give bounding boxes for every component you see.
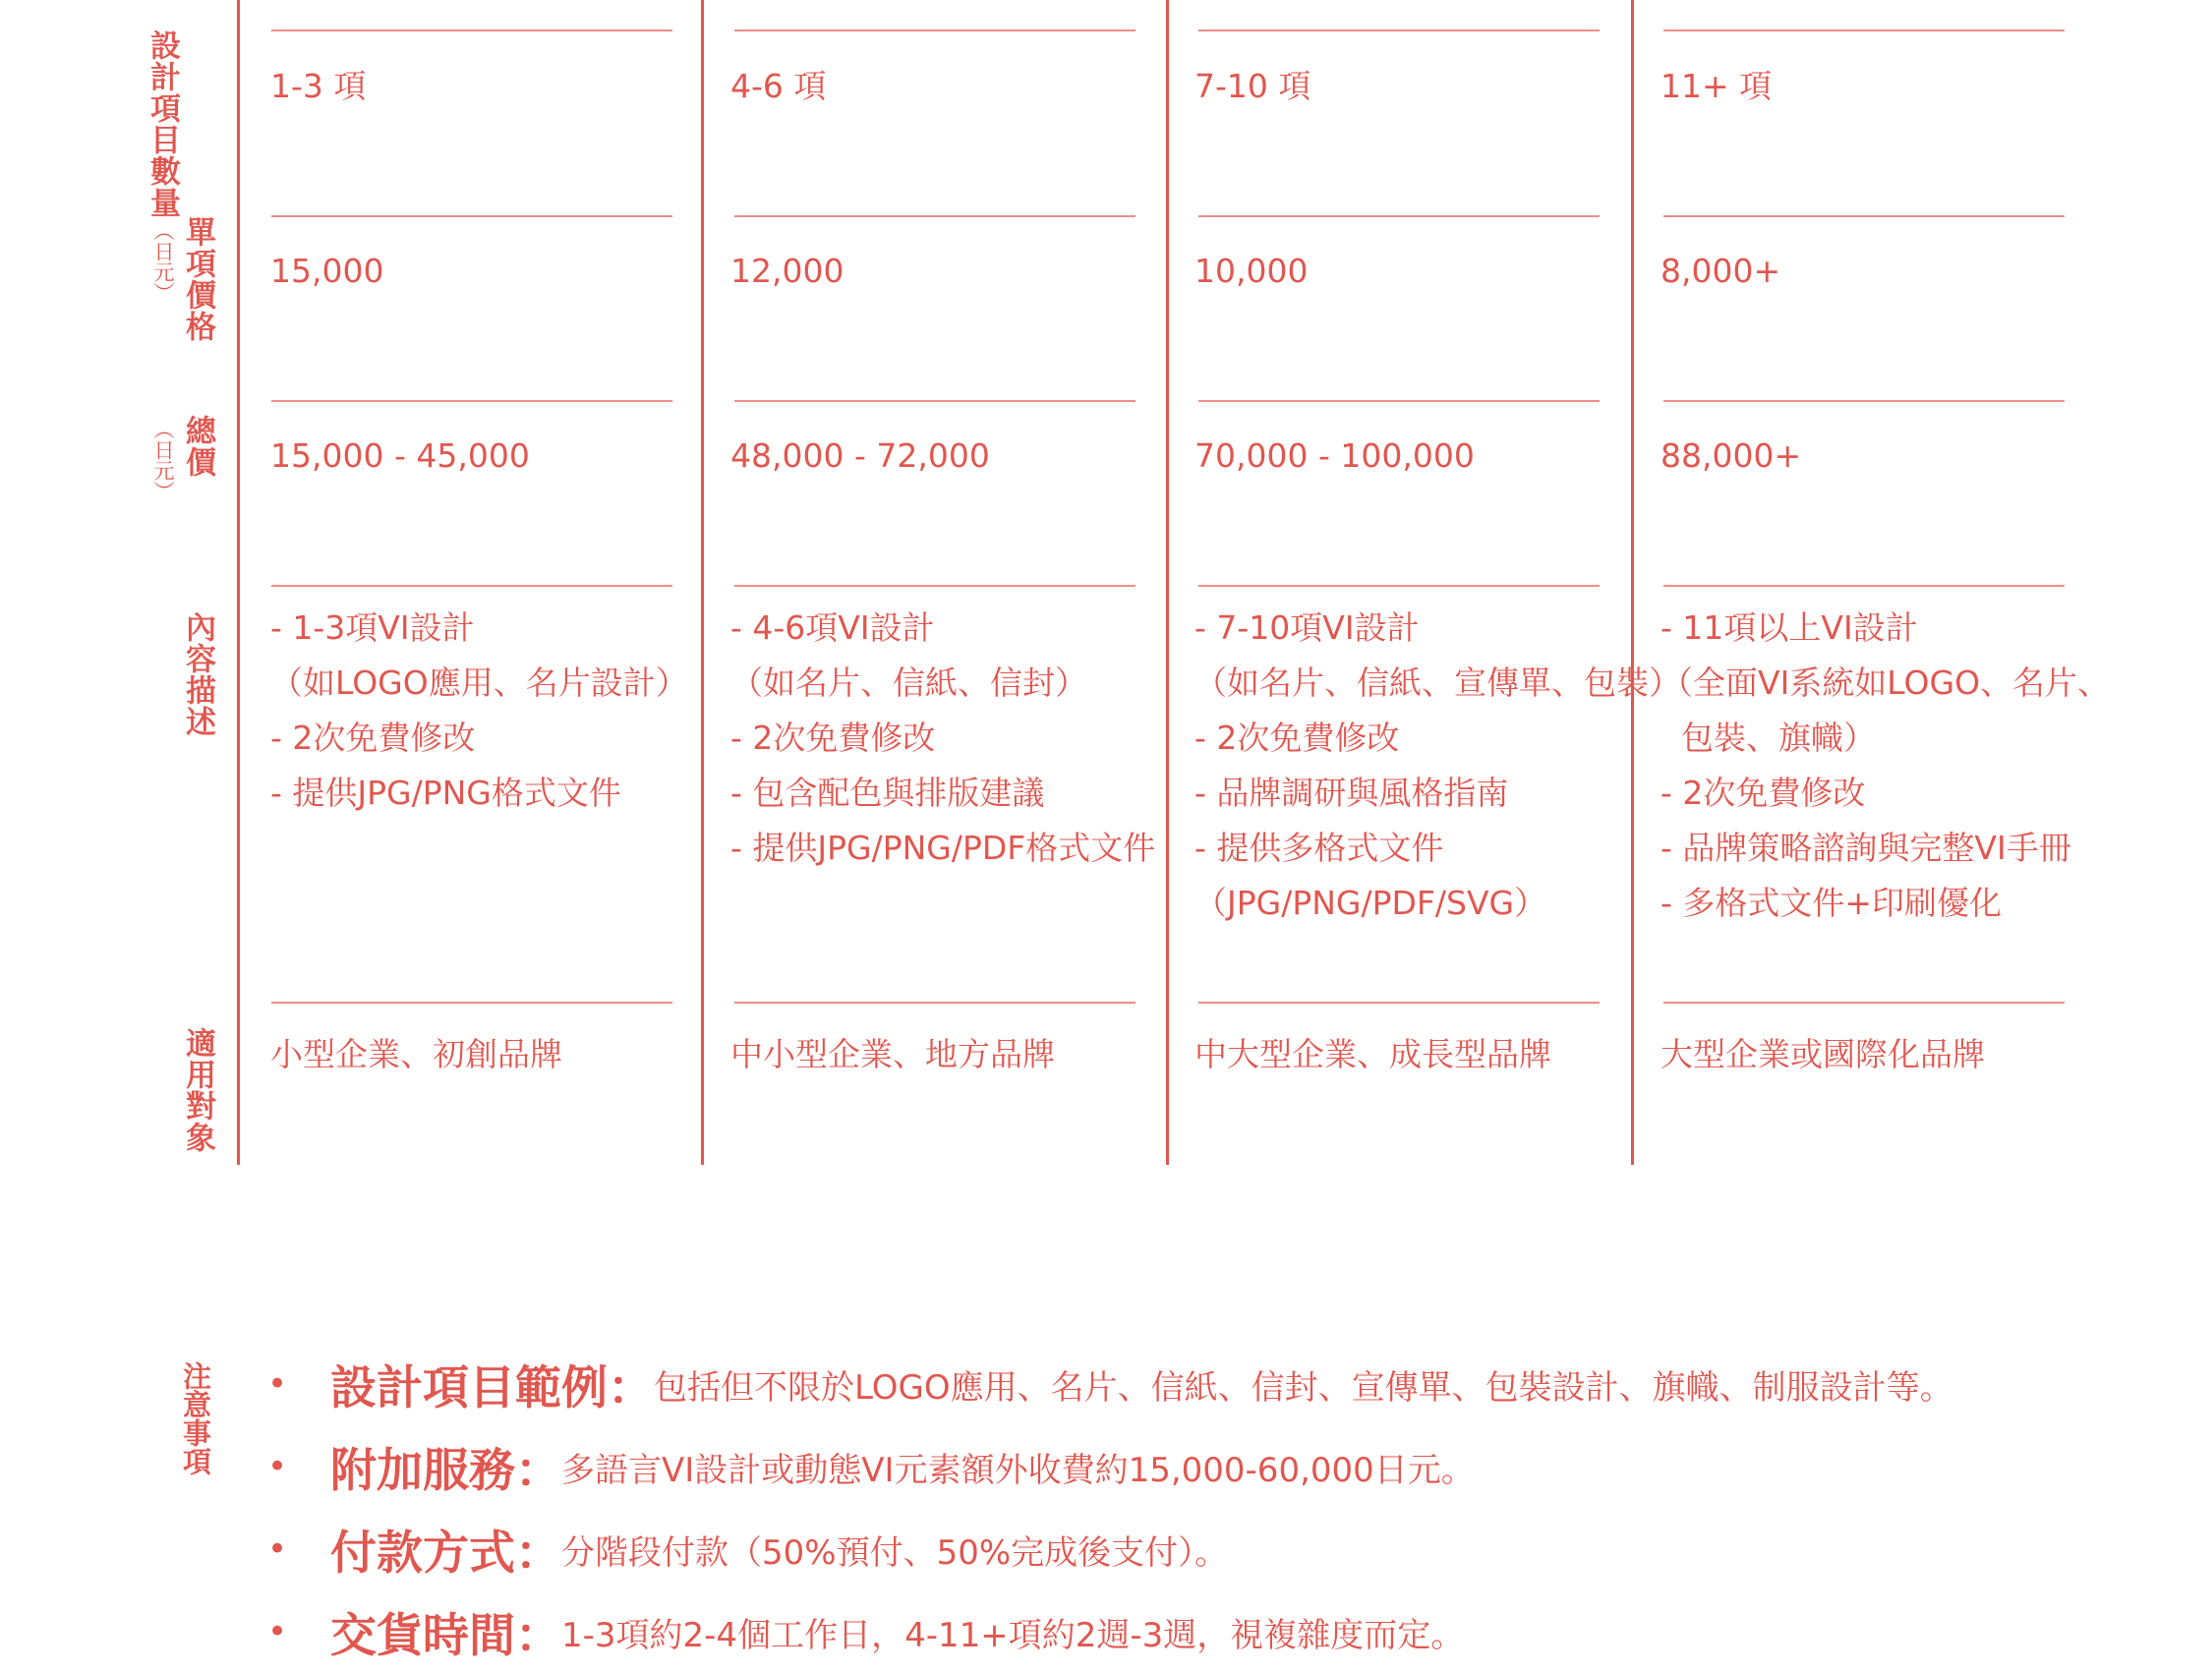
row-divider	[1198, 400, 1600, 402]
note-title: 交貨時間：	[330, 1608, 561, 1663]
plan-1-content	[270, 601, 688, 821]
note-title: 設計項目範例：	[330, 1360, 654, 1415]
plan-2-unit-price: 12,000	[730, 252, 844, 290]
plan-3-audience: 中大型企業、成長型品牌	[1194, 1035, 1551, 1073]
content-line: 包裝、旗幟）	[1681, 719, 1876, 757]
content-line: - 2次免費修改	[730, 719, 936, 757]
row-divider	[271, 1002, 672, 1004]
row-label-total-text: 總價	[180, 415, 215, 478]
plan-3-total: 70,000 - 100,000	[1194, 436, 1475, 475]
content-line: （如名片、信紙、信封）	[730, 663, 1087, 702]
column-divider-3	[1166, 0, 1169, 1165]
content-line: - 提供多格式文件	[1194, 829, 1444, 867]
row-divider	[1198, 29, 1600, 31]
content-line: - 提供JPG/PNG/PDF格式文件	[730, 829, 1156, 867]
row-divider	[734, 29, 1135, 31]
row-divider	[1663, 215, 2065, 217]
plan-1-audience: 小型企業、初創品牌	[270, 1035, 562, 1073]
plan-4-content	[1660, 601, 2110, 931]
content-line: （如名片、信紙、宣傳單、包裝）	[1194, 663, 1681, 702]
content-line: - 11項以上VI設計	[1660, 608, 1918, 647]
row-divider	[271, 215, 672, 217]
row-divider	[734, 585, 1135, 587]
note-title: 付款方式：	[330, 1526, 561, 1581]
plan-2-total: 48,000 - 72,000	[730, 436, 990, 475]
column-divider-2	[701, 0, 704, 1165]
note-bullet: •	[267, 1612, 288, 1651]
content-line: - 多格式文件+印刷優化	[1660, 884, 2003, 922]
row-divider	[271, 585, 672, 587]
row-divider	[734, 215, 1135, 217]
content-line: - 2次免費修改	[270, 719, 476, 757]
row-divider	[1663, 585, 2065, 587]
note-item	[267, 1590, 1464, 1673]
row-divider	[1663, 1002, 2065, 1004]
note-body: 多語言VI設計或動態VI元素額外收費約15,000-60,000日元。	[561, 1450, 1475, 1490]
column-divider-4	[1631, 0, 1634, 1165]
note-body: 1-3項約2-4個工作日，4-11+項約2週-3週，視複雜度而定。	[561, 1615, 1465, 1655]
row-label-quantity-text: 設計項目數量	[145, 29, 180, 218]
content-line: （JPG/PNG/PDF/SVG）	[1194, 884, 1547, 922]
content-line: （全面VI系統如LOGO、名片、	[1660, 663, 2111, 702]
note-bullet: •	[267, 1529, 288, 1569]
row-label-total	[150, 415, 215, 501]
row-divider	[1198, 215, 1600, 217]
row-label-audience	[180, 1027, 215, 1153]
content-line: - 4-6項VI設計	[730, 608, 935, 647]
note-bullet: •	[267, 1364, 288, 1404]
plan-1-quantity: 1-3 項	[270, 67, 367, 105]
row-label-content	[180, 611, 215, 737]
plan-4-quantity: 11+ 項	[1660, 67, 1773, 105]
content-line: - 1-3項VI設計	[270, 608, 475, 647]
plan-3-quantity: 7-10 項	[1194, 67, 1311, 105]
content-line: （如LOGO應用、名片設計）	[270, 663, 688, 702]
note-item	[267, 1508, 1228, 1590]
row-divider	[734, 1002, 1135, 1004]
row-divider	[1663, 29, 2065, 31]
column-divider-1	[237, 0, 240, 1165]
note-item	[267, 1425, 1475, 1508]
row-label-content-text: 內容描述	[180, 611, 215, 737]
note-bullet: •	[267, 1447, 288, 1486]
content-line: - 包含配色與排版建議	[730, 774, 1045, 812]
content-line: - 2次免費修改	[1660, 774, 1866, 812]
content-line: - 7-10項VI設計	[1194, 608, 1420, 647]
content-line: - 2次免費修改	[1194, 719, 1400, 757]
row-divider	[1198, 1002, 1600, 1004]
plan-3-content	[1194, 601, 1681, 931]
row-divider	[1198, 585, 1600, 587]
plan-3-unit-price: 10,000	[1194, 252, 1309, 290]
content-line: - 品牌策略諮詢與完整VI手冊	[1660, 829, 2071, 867]
row-label-unit-price	[150, 216, 215, 342]
plan-4-unit-price: 8,000+	[1660, 252, 1781, 290]
row-label-unit-price-unit: （日元）	[151, 220, 175, 303]
plan-1-total: 15,000 - 45,000	[270, 436, 530, 475]
row-label-quantity	[145, 29, 180, 218]
note-body: 包括但不限於LOGO應用、名片、信紙、信封、宣傳單、包裝設計、旗幟、制服設計等。	[654, 1367, 1953, 1408]
row-divider	[734, 400, 1135, 402]
plan-2-content	[730, 601, 1155, 876]
plan-2-audience: 中小型企業、地方品牌	[730, 1035, 1055, 1073]
row-label-audience-text: 適用對象	[180, 1027, 215, 1153]
note-item	[267, 1343, 1953, 1425]
row-label-total-unit: （日元）	[151, 419, 175, 501]
row-divider	[271, 400, 672, 402]
content-line: - 品牌調研與風格指南	[1194, 774, 1509, 812]
note-body: 分階段付款（50%預付、50%完成後支付）。	[561, 1532, 1229, 1573]
plan-2-quantity: 4-6 項	[730, 67, 827, 105]
row-divider	[271, 29, 672, 31]
content-line: - 提供JPG/PNG格式文件	[270, 774, 621, 812]
plan-4-audience: 大型企業或國際化品牌	[1660, 1035, 1985, 1073]
row-divider	[1663, 400, 2065, 402]
plan-1-unit-price: 15,000	[270, 252, 384, 290]
notes-label: 注意事項	[179, 1361, 212, 1475]
plan-4-total: 88,000+	[1660, 436, 1802, 475]
row-label-unit-price-text: 單項價格	[180, 216, 215, 342]
note-title: 附加服務：	[330, 1443, 561, 1498]
